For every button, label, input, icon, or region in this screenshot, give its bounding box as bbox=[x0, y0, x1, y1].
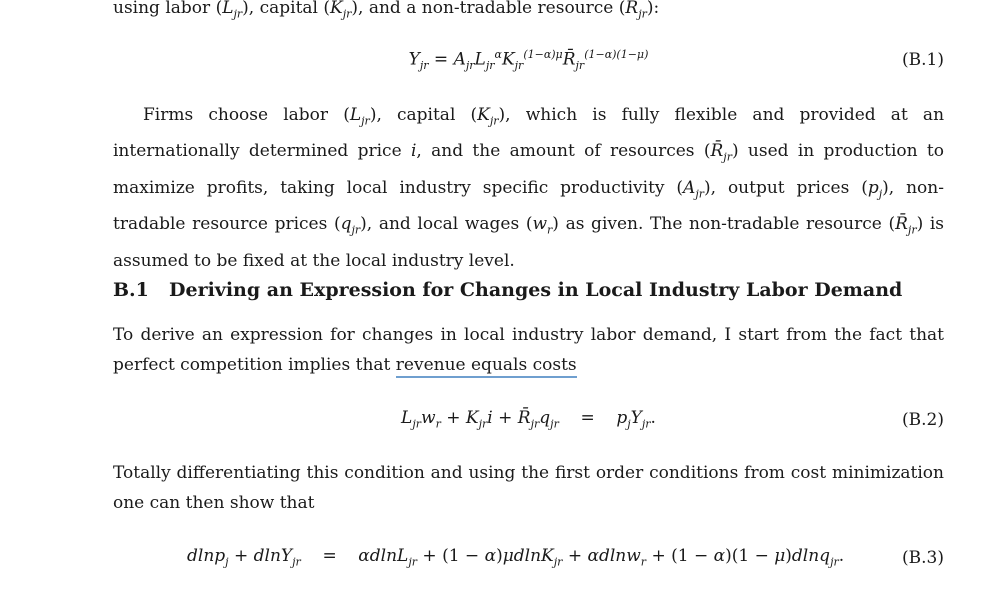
equation-b1-body: $Y_{jr}$ = $A_{jr}L_{jr}^\alpha K_{jr}^{(1-\alpha)\mu}R̄_{jr}^{(1-\alpha)(1-\mu)}$ bbox=[408, 48, 649, 73]
equation-b1 bbox=[113, 42, 944, 78]
section-title: Deriving an Expression for Changes in Local Industry Labor Demand bbox=[169, 279, 903, 301]
paragraph-derive-text: To derive an expression for changes in local industry labor demand, I start from the fact that perfect competition implies that bbox=[113, 325, 944, 375]
section-number: B.1 bbox=[113, 279, 149, 301]
equation-b3-number: (B.3) bbox=[902, 548, 944, 568]
paragraph-differentiate bbox=[113, 458, 944, 518]
equation-b2-number: (B.2) bbox=[902, 410, 944, 430]
equation-b2 bbox=[113, 402, 944, 438]
section-heading bbox=[113, 279, 902, 301]
paragraph-firms: Firms choose labor $(L_{jr})$, capital $(K_{jr})$, which is fully flexible and provided at an internationally determined price i, and the amount of resources $(R̄_{jr})$ used in production to maximize profits, taking local industry specific productivity $(A_{jr})$, output prices $(p_j)$, non-tradable resource prices $(q_{jr})$, and local wages $(w_r)$ as given. The non-tradable resource $(R̄_{jr})$ is assumed to be fixed at the local industry level. bbox=[113, 105, 945, 271]
equation-b3 bbox=[113, 540, 944, 576]
revenue-equals-costs-link[interactable]: revenue equals costs bbox=[396, 355, 577, 378]
intro-line: using labor $(L_{jr})$, capital $(K_{jr})$, and a non-tradable resource $(R_{jr})$: bbox=[113, 0, 660, 21]
equation-b2-body: $L_{jr}w_r + K_{jr}i$ + $R̄_{jr}q_{jr}$ = $p_jY_{jr}$. bbox=[401, 408, 656, 431]
equation-b1-number: (B.1) bbox=[902, 50, 944, 70]
paragraph-differentiate-text: Totally differentiating this condition and using the first order conditions from cost minimization one can then show that bbox=[113, 463, 944, 513]
paragraph-derive bbox=[113, 320, 944, 380]
equation-b3-body: dlnp$_j$ + dlnY$_{jr}$ = αdlnL$_{jr}$ + (1 − α)μdlnK$_{jr}$ + αdlnw$_r$ + (1 − α)(1 − μ)dlnq$_{jr}$. bbox=[187, 546, 845, 569]
